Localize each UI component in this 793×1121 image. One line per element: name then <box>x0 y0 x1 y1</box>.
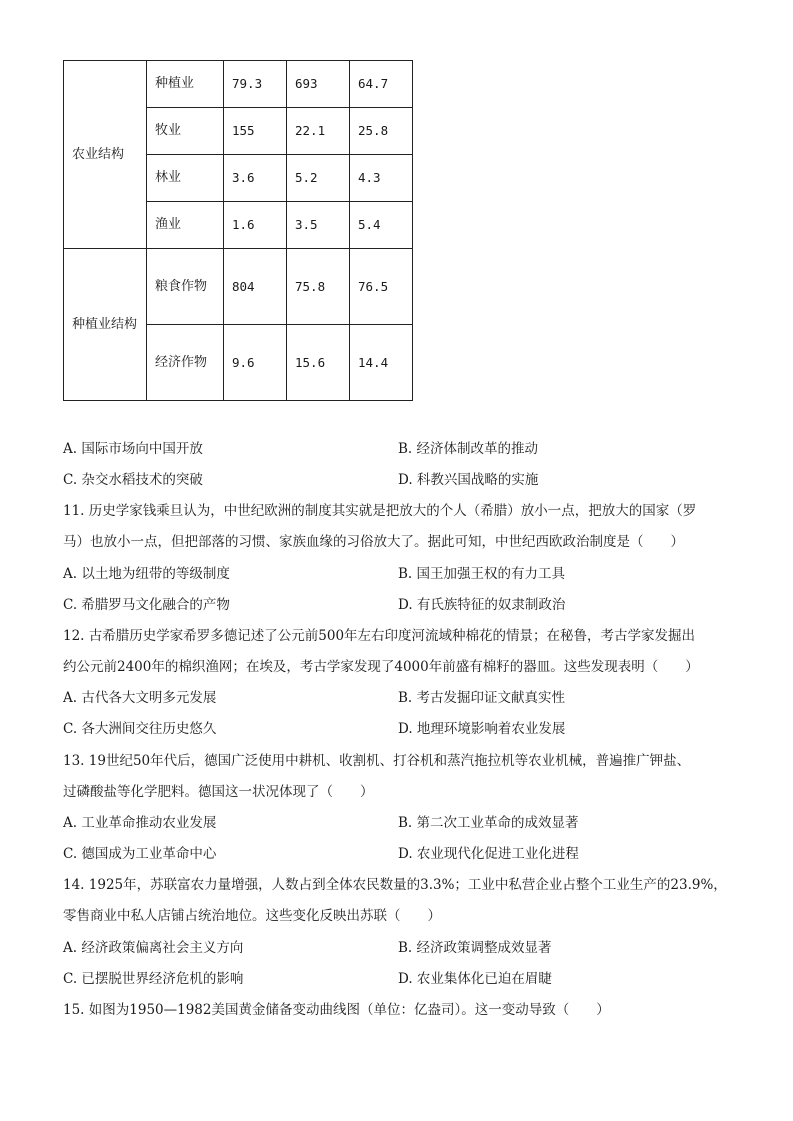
table-cell: 79.3 <box>224 61 287 108</box>
table-cell: 693 <box>287 61 350 108</box>
q10-option-c: C. 杂交水稻技术的突破 <box>63 472 203 488</box>
table-cell: 804 <box>224 249 287 325</box>
q12-option-d: D. 地理环境影响着农业发展 <box>398 721 566 737</box>
q12-stem-line2: 约公元前2400年的棉织渔网；在埃及，考古学家发现了4000年前盛有棉籽的器皿。这些发现表明（ ） <box>63 659 699 675</box>
row-label: 渔业 <box>147 202 224 249</box>
q12-option-c: C. 各大洲间交往历史悠久 <box>63 721 217 737</box>
q13-stem-line1: 13. 19世纪50年代后，德国广泛使用中耕机、收割机、打谷机和蒸汽拖拉机等农业机械，普遍推广钾盐、 <box>63 753 691 769</box>
table-cell: 5.4 <box>350 202 413 249</box>
row-label: 经济作物 <box>147 325 224 401</box>
q13-stem-line2: 过磷酸盐等化学肥料。德国这一状况体现了（ ） <box>63 784 374 800</box>
table-cell: 155 <box>224 108 287 155</box>
q13-option-b: B. 第二次工业革命的成效显著 <box>398 815 579 831</box>
table-cell: 3.5 <box>287 202 350 249</box>
table-cell: 5.2 <box>287 155 350 202</box>
table-cell: 14.4 <box>350 325 413 401</box>
table-row <box>64 249 413 325</box>
q12-stem-line1: 12. 古希腊历史学家希罗多德记述了公元前500年左右印度河流域种棉花的情景；在秘鲁，考古学家发掘出 <box>63 628 696 644</box>
q14-option-d: D. 农业集体化已迫在眉睫 <box>398 971 552 987</box>
row-label: 牧业 <box>147 108 224 155</box>
q11-option-a: A. 以土地为纽带的等级制度 <box>63 566 230 582</box>
q14-stem-line2: 零售商业中私人店铺占统治地位。这些变化反映出苏联（ ） <box>63 908 441 924</box>
agriculture-data-table <box>63 60 413 401</box>
q10-option-b: B. 经济体制改革的推动 <box>398 441 539 457</box>
q13-option-c: C. 德国成为工业革命中心 <box>63 846 217 862</box>
group-label-planting-structure: 种植业结构 <box>64 249 147 401</box>
group-label-agriculture-structure: 农业结构 <box>64 61 147 249</box>
q15-stem-line1: 15. 如图为1950—1982美国黄金储备变动曲线图（单位：亿盎司）。这一变动导致（ ） <box>63 1002 610 1018</box>
q11-option-c: C. 希腊罗马文化融合的产物 <box>63 597 230 613</box>
table-cell: 1.6 <box>224 202 287 249</box>
q14-option-c: C. 已摆脱世界经济危机的影响 <box>63 971 244 987</box>
q13-option-d: D. 农业现代化促进工业化进程 <box>398 846 579 862</box>
q12-option-a: A. 古代各大文明多元发展 <box>63 690 217 706</box>
table-cell: 76.5 <box>350 249 413 325</box>
table-cell: 64.7 <box>350 61 413 108</box>
table-cell: 25.8 <box>350 108 413 155</box>
row-label: 林业 <box>147 155 224 202</box>
table-row <box>64 61 413 108</box>
table-cell: 9.6 <box>224 325 287 401</box>
q14-stem-line1: 14. 1925年，苏联富农力量增强，人数占到全体农民数量的3.3%；工业中私营企业占整个工业生产的23.9%， <box>63 877 727 893</box>
q11-option-d: D. 有氏族特征的奴隶制政治 <box>398 597 566 613</box>
q14-option-b: B. 经济政策调整成效显著 <box>398 940 552 956</box>
q11-stem-line2: 马）也放小一点，但把部落的习惯、家族血缘的习俗放大了。据此可知，中世纪西欧政治制度是（ ） <box>63 534 684 550</box>
q10-option-d: D. 科教兴国战略的实施 <box>398 472 539 488</box>
q11-stem-line1: 11. 历史学家钱乘旦认为，中世纪欧洲的制度其实就是把放大的个人（希腊）放小一点，把放大的国家（罗 <box>63 503 697 519</box>
table-cell: 4.3 <box>350 155 413 202</box>
table-cell: 75.8 <box>287 249 350 325</box>
row-label: 种植业 <box>147 61 224 108</box>
table-cell: 15.6 <box>287 325 350 401</box>
q11-option-b: B. 国王加强王权的有力工具 <box>398 566 566 582</box>
q13-option-a: A. 工业革命推动农业发展 <box>63 815 217 831</box>
q14-option-a: A. 经济政策偏离社会主义方向 <box>63 940 244 956</box>
table-cell: 22.1 <box>287 108 350 155</box>
row-label: 粮食作物 <box>147 249 224 325</box>
q10-option-a: A. 国际市场向中国开放 <box>63 441 203 457</box>
table-cell: 3.6 <box>224 155 287 202</box>
q12-option-b: B. 考古发掘印证文献真实性 <box>398 690 566 706</box>
